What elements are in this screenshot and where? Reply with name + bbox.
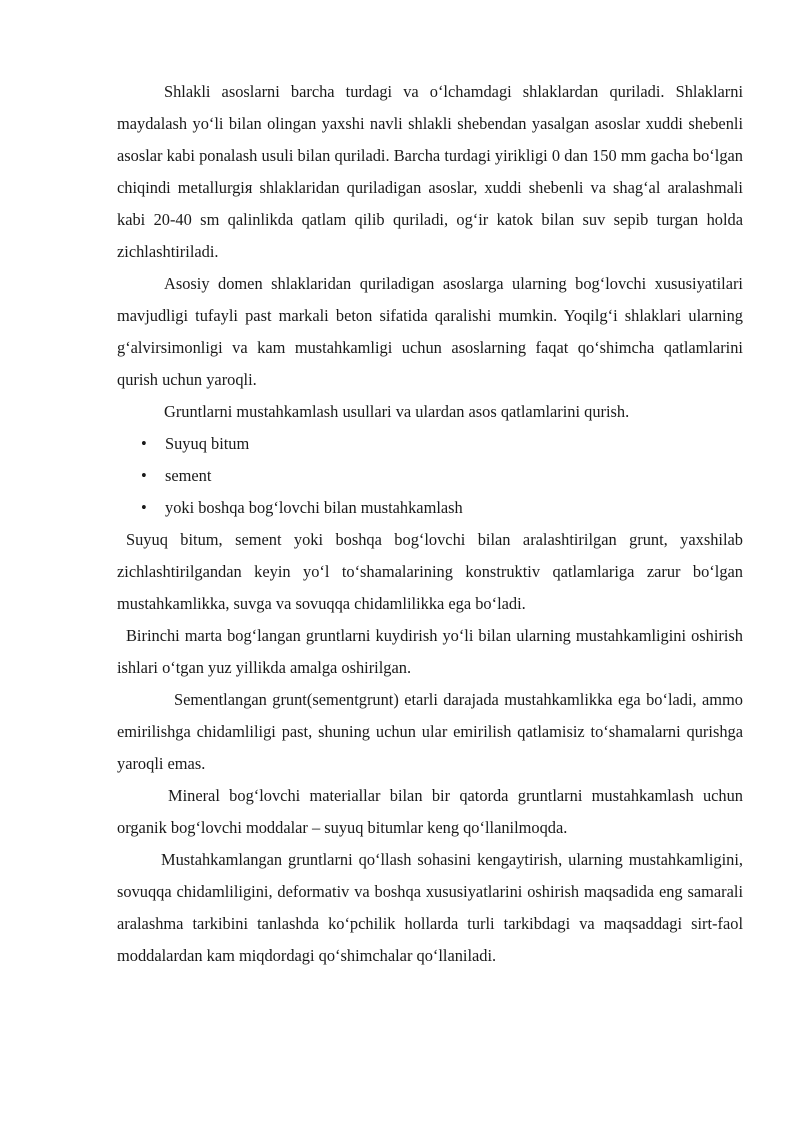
paragraph-mixed-soil: Suyuq bitum, sement yoki boshqa bog‘lovchi bilan aralashtirilgan grunt, yaxshilab zichlashtirilgandan keyin yo‘l to‘shamalarining konstruktiv qatlamlariga zarur bo‘lgan mustahkamlikka, suvga va sovuqqa chidamlilikka ega bo‘ladi. <box>117 530 743 613</box>
bullet-icon: • <box>141 498 147 517</box>
document-page <box>117 76 743 972</box>
section-heading-soil-stabilization: Gruntlarni mustahkamlash usullari va ulardan asos qatlamlarini qurish. <box>164 402 630 421</box>
paragraph-cement-soil: Sementlangan grunt(sementgrunt) etarli darajada mustahkamlikka ega bo‘ladi, ammo emirilishga chidamliligi past, shuning uchun ular emirilish qatlamisiz to‘shamalarni qurishga yaroqli emas. <box>117 690 743 773</box>
list-item-text: yoki boshqa bog‘lovchi bilan mustahkamlash <box>165 498 463 517</box>
list-item-text: sement <box>165 466 212 485</box>
paragraph-first-burning: Birinchi marta bog‘langan gruntlarni kuydirish yo‘li bilan ularning mustahkamligini oshirish ishlari o‘tgan yuz yillikda amalga oshirilgan. <box>117 626 743 677</box>
bullet-icon: • <box>141 434 147 453</box>
list-item <box>117 460 743 492</box>
list-item-text: Suyuq bitum <box>165 434 250 453</box>
binder-list <box>117 428 743 524</box>
bullet-icon: • <box>141 466 147 485</box>
paragraph-slag-bases: Shlakli asoslarni barcha turdagi va o‘lchamdagi shlaklardan quriladi. Shlaklarni maydalash yo‘li bilan olingan yaxshi navli shlakli shebendan yasalgan asoslar xuddi shebenli asoslar kabi ponalash usuli bilan quriladi. Barcha turdagi yirikligi 0 dan 150 mm gacha bo‘lgan chiqindi metallurgiя shlaklaridan quriladigan asoslar, xuddi shebenli va shag‘al aralashmali kabi 20-40 sm qalinlikda qatlam qilib quriladi, og‘ir katok bilan suv sepib turgan holda zichlashtiriladi. <box>117 82 743 261</box>
list-item <box>117 428 743 460</box>
paragraph-organic-binders: Mineral bog‘lovchi materiallar bilan bir qatorda gruntlarni mustahkamlash uchun organik bog‘lovchi moddalar – suyuq bitumlar keng qo‘llanilmoqda. <box>117 786 743 837</box>
list-item <box>117 492 743 524</box>
paragraph-surfactant-additives: Mustahkamlangan gruntlarni qo‘llash sohasini kengaytirish, ularning mustahkamligini, sovuqqa chidamliligini, deformativ va boshqa xususiyatlarini oshirish maqsadida eng samarali aralashma tarkibini tanlashda ko‘pchilik hollarda turli tarkibdagi va maqsaddagi sirt-faol moddalardan kam miqdordagi qo‘shimchalar qo‘llaniladi. <box>117 850 743 965</box>
paragraph-domain-slag: Asosiy domen shlaklaridan quriladigan asoslarga ularning bog‘lovchi xususiyatilari mavjudligi tufayli past markali beton sifatida qaralishi mumkin. Yoqilg‘i shlaklari ularning g‘alvirsimonligi va kam mustahkamligi uchun asoslarning faqat qo‘shimcha qatlamlarini qurish uchun yaroqli. <box>117 274 743 389</box>
